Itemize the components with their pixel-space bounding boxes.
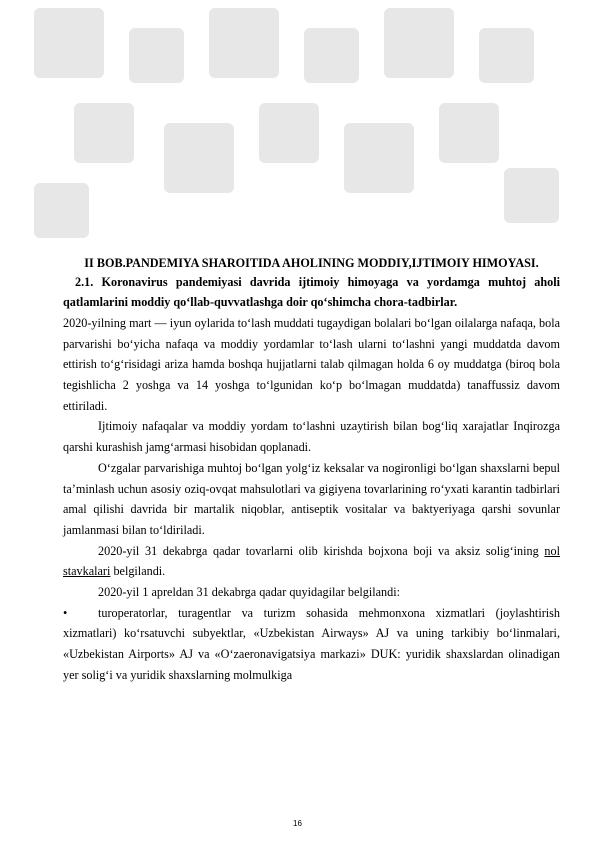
paragraph-expense-coverage: Ijtimoiy nafaqalar va moddiy yordam to‘lashni uzaytirish bilan bog‘liq xarajatlar Inqirozga qarshi kurashish jamg‘armasi hisobidan qoplanadi. [63,419,560,455]
list-item-text: turoperatorlar, turagentlar va turizm sohasida mehmonxona xizmatlari (joylashtirish xizmatlari) ko‘rsatuvchi subyektlar, «Uzbekistan Airways» AJ va uning tarkibiy bo‘linmalari, «Uzbekistan Airports» AJ va «O‘zaeronavigatsiya markazi» DUK: yuridik shaxslardan olinadigan yer solig‘i va yuridik shaxslarning molmulkiga [63,605,560,682]
chapter-title: II BOB.PANDEMIYA SHAROITIDA AHOLINING MODDIY,IJTIMOIY HIMOYASI. [84,256,539,270]
customs-duty-text-end: belgilandi. [110,564,166,579]
paragraph-customs-duty [63,541,560,582]
bullet-icon: • [63,605,68,620]
list-item [63,603,560,686]
paragraph-family-benefits: 2020-yilning mart — iyun oylarida to‘lash muddati tugaydigan bolalari bo‘lgan oilalarga nafaqa, bola parvarishi bo‘yicha nafaqa va moddiy yordamlar to‘lash ularni to‘lashni yangi muddatda davom ettirish to‘g‘risidagi ariza hamda boshqa hujjatlarni talab qilmagan holda 6 oy muddatga (biroq bola tegishlicha 2 yoshga va 14 yoshga to‘lgunidan ko‘p bo‘lmagan muddatda) tanaffussiz davom ettiriladi. [63,315,560,413]
customs-duty-text-start: 2020-yil 31 dekabrga qadar tovarlarni olib kirishda bojxona boji va aksiz solig‘ining [98,543,545,558]
paragraph-elderly-support: O‘zgalar parvarishiga muhtoj bo‘lgan yolg‘iz keksalar va nogironligi bo‘lgan shaxslarni bepul ta’minlash uchun asosiy oziq-ovqat mahsulotlari va gigiyena tovarlarining ro‘yxati karantin tadbirlari amal qilishi davrida bir martalik niqoblar, antiseptik vositalar va baktyeriyaga qarshi sovunlar jamlanmasi bilan to‘ldiriladi. [63,460,560,537]
watermark-pattern [34,8,561,240]
page-number: 16 [293,819,302,828]
section-title: 2.1. Koronavirus pandemiyasi davrida ijtimoiy himoyaga va yordamga muhtoj aholi qatlamlarini moddiy qo‘llab-quvvatlashga doir qo‘shimcha chora-tadbirlar. [63,274,560,310]
paragraph-period-intro: 2020-yil 1 apreldan 31 dekabrga qadar quyidagilar belgilandi: [98,585,400,600]
document-body [63,257,560,686]
zero-rates-link[interactable]: nol stavkalari [63,543,560,579]
